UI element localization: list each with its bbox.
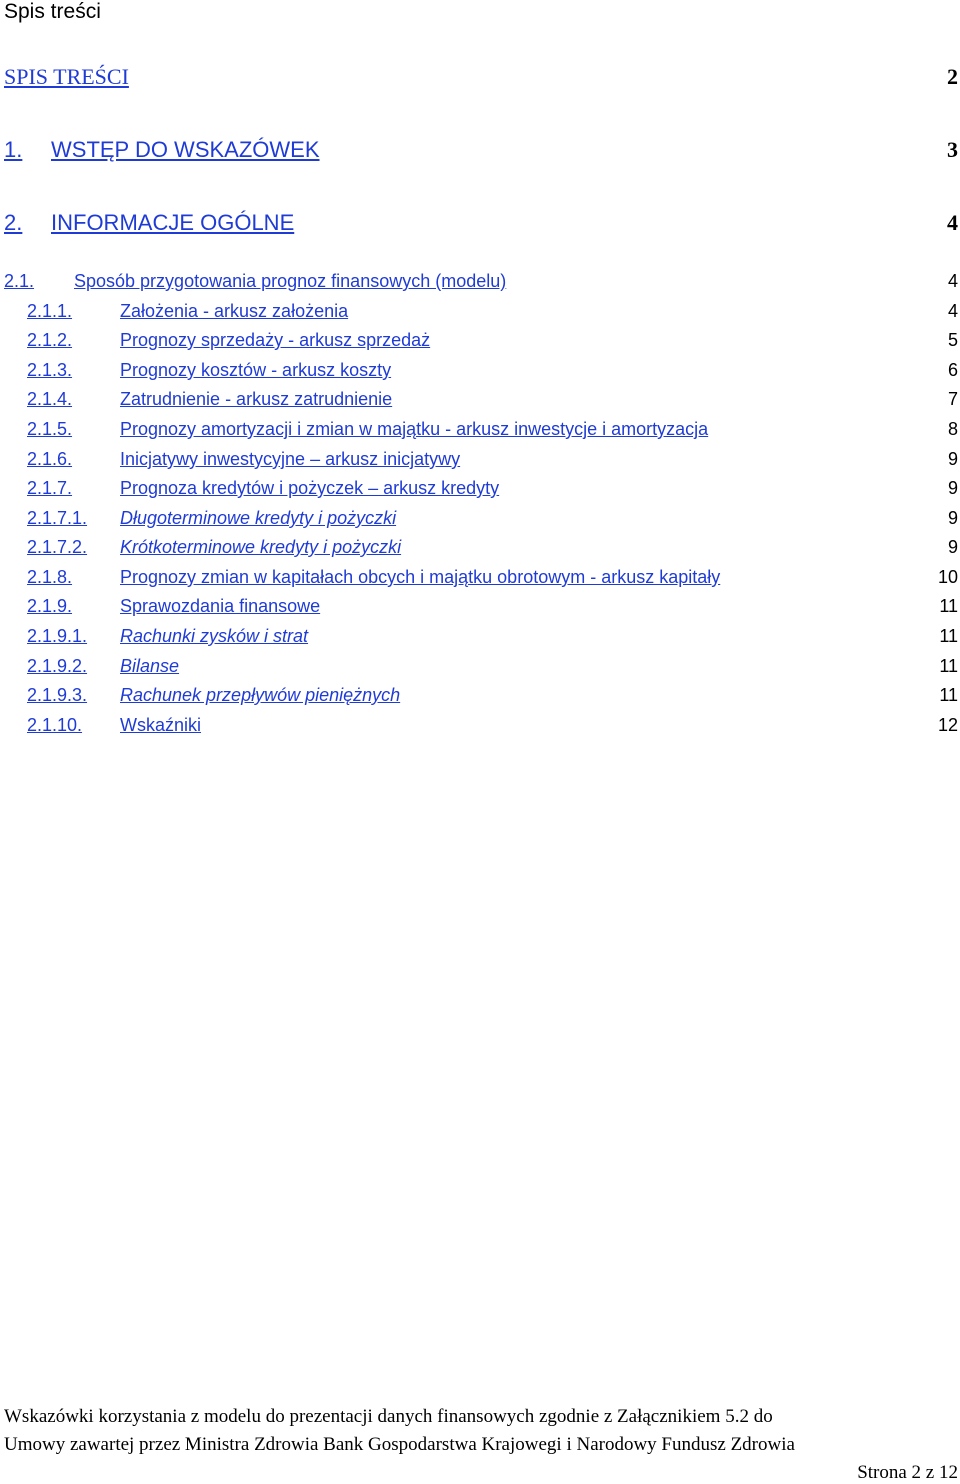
toc-entry[interactable] <box>4 210 958 236</box>
toc-entry-link[interactable]: Wskaźniki <box>120 715 202 735</box>
toc-entry-number[interactable]: 2.1.2. <box>27 330 73 350</box>
toc-entry[interactable] <box>4 448 958 474</box>
toc-entry-link[interactable]: Zatrudnienie - arkusz zatrudnienie <box>120 389 393 409</box>
toc-entry-page: 11 <box>939 656 958 676</box>
toc-entry-link[interactable]: Inicjatywy inwestycyjne – arkusz inicjatywy <box>120 449 461 469</box>
footer-line-1: Wskazówki korzystania z modelu do prezentacji danych finansowych zgodnie z Załącznikiem 5.2 do <box>4 1406 773 1427</box>
toc-entry-page: 11 <box>939 685 958 705</box>
toc-entry-number[interactable]: 2.1.9.2. <box>27 656 88 676</box>
toc-entry-page: 4 <box>947 301 958 321</box>
toc-entry[interactable] <box>4 566 958 592</box>
toc-entry-number[interactable]: 2.1.10. <box>27 715 83 735</box>
toc-entry[interactable] <box>4 388 958 414</box>
page-heading: Spis treści <box>4 0 101 23</box>
toc-entry-link[interactable]: Prognoza kredytów i pożyczek – arkusz kredyty <box>120 478 500 498</box>
toc-entry-link[interactable]: Prognozy amortyzacji i zmian w majątku - arkusz inwestycje i amortyzacja <box>120 419 709 439</box>
toc-entry-link[interactable]: SPIS TREŚCI <box>4 64 129 89</box>
toc-entry-page: 9 <box>947 537 958 557</box>
toc-entry-page: 11 <box>939 596 958 616</box>
toc-entry-link[interactable]: Długoterminowe kredyty i pożyczki <box>120 508 397 528</box>
toc-entry[interactable] <box>4 418 958 444</box>
footer <box>4 1406 958 1482</box>
toc-entry[interactable] <box>4 684 958 710</box>
toc-entry-page: 4 <box>947 210 958 235</box>
toc-entry-number[interactable]: 2.1.7. <box>27 478 73 498</box>
footer-line-2: Umowy zawartej przez Ministra Zdrowia Bank Gospodarstwa Krajowegi i Narodowy Fundusz Zdrowia <box>4 1434 795 1455</box>
toc-entry[interactable] <box>4 595 958 621</box>
toc-entry-page: 9 <box>947 508 958 528</box>
toc-entry-link[interactable]: Bilanse <box>120 656 180 676</box>
toc-entry-page: 9 <box>947 478 958 498</box>
toc-entry[interactable] <box>4 64 958 90</box>
toc-entry-link[interactable]: Prognozy zmian w kapitałach obcych i majątku obrotowym - arkusz kapitały <box>120 567 721 587</box>
toc-entry-number[interactable]: 2.1.3. <box>27 360 73 380</box>
toc-entry-page: 10 <box>937 567 958 587</box>
toc-entry-page: 12 <box>937 715 958 735</box>
toc-entry-link[interactable]: Krótkoterminowe kredyty i pożyczki <box>120 537 402 557</box>
toc-entry-number[interactable]: 2.1.6. <box>27 449 73 469</box>
toc-entry-number[interactable]: 2.1.5. <box>27 419 73 439</box>
toc-entry-page: 7 <box>947 389 958 409</box>
toc-entry-link[interactable]: WSTĘP DO WSKAZÓWEK <box>51 137 320 162</box>
toc-entry[interactable] <box>4 270 958 296</box>
toc-entry-page: 9 <box>947 449 958 469</box>
toc-entry-link[interactable]: Rachunek przepływów pieniężnych <box>120 685 401 705</box>
toc-entry-link[interactable]: Sprawozdania finansowe <box>120 596 321 616</box>
toc-entry[interactable] <box>4 137 958 163</box>
toc-entry-number[interactable]: 2.1.9.3. <box>27 685 88 705</box>
toc-entry[interactable] <box>4 536 958 562</box>
toc-entry-number[interactable]: 2.1.9.1. <box>27 626 88 646</box>
toc-entry-number[interactable]: 2.1.7.2. <box>27 537 88 557</box>
toc-entry-page: 6 <box>947 360 958 380</box>
toc-entry-page: 2 <box>947 64 958 89</box>
toc-entry[interactable] <box>4 300 958 326</box>
toc-entry-link[interactable]: Założenia - arkusz założenia <box>120 301 349 321</box>
toc-entry[interactable] <box>4 329 958 355</box>
toc-entry-number[interactable]: 2.1. <box>4 271 35 291</box>
toc-entry[interactable] <box>4 625 958 651</box>
toc-entry-number[interactable]: 2.1.9. <box>27 596 73 616</box>
toc-entry-link[interactable]: Rachunki zysków i strat <box>120 626 309 646</box>
toc-entry-link[interactable]: Prognozy kosztów - arkusz koszty <box>120 360 392 380</box>
toc-entry-number[interactable]: 2. <box>4 210 23 235</box>
toc-entry[interactable] <box>4 477 958 503</box>
toc-entry-number[interactable]: 2.1.1. <box>27 301 73 321</box>
toc-entry-page: 11 <box>939 626 958 646</box>
toc-entry-number[interactable]: 2.1.4. <box>27 389 73 409</box>
toc-entry[interactable] <box>4 359 958 385</box>
toc-entry-number[interactable]: 2.1.8. <box>27 567 73 587</box>
toc-entry[interactable] <box>4 714 958 740</box>
toc-entry[interactable] <box>4 655 958 681</box>
toc-entry-page: 5 <box>947 330 958 350</box>
toc-entry-number[interactable]: 2.1.7.1. <box>27 508 88 528</box>
toc-entry[interactable] <box>4 507 958 533</box>
toc-entry-number[interactable]: 1. <box>4 137 23 162</box>
toc-entry-link[interactable]: Sposób przygotowania prognoz finansowych (modelu) <box>74 271 507 291</box>
toc-entry-page: 3 <box>947 137 958 162</box>
toc-entry-link[interactable]: INFORMACJE OGÓLNE <box>51 210 295 235</box>
toc-entry-page: 8 <box>947 419 958 439</box>
toc-entry-link[interactable]: Prognozy sprzedaży - arkusz sprzedaż <box>120 330 431 350</box>
toc-entry-page: 4 <box>947 271 958 291</box>
footer-page-number: Strona 2 z 12 <box>857 1462 958 1483</box>
